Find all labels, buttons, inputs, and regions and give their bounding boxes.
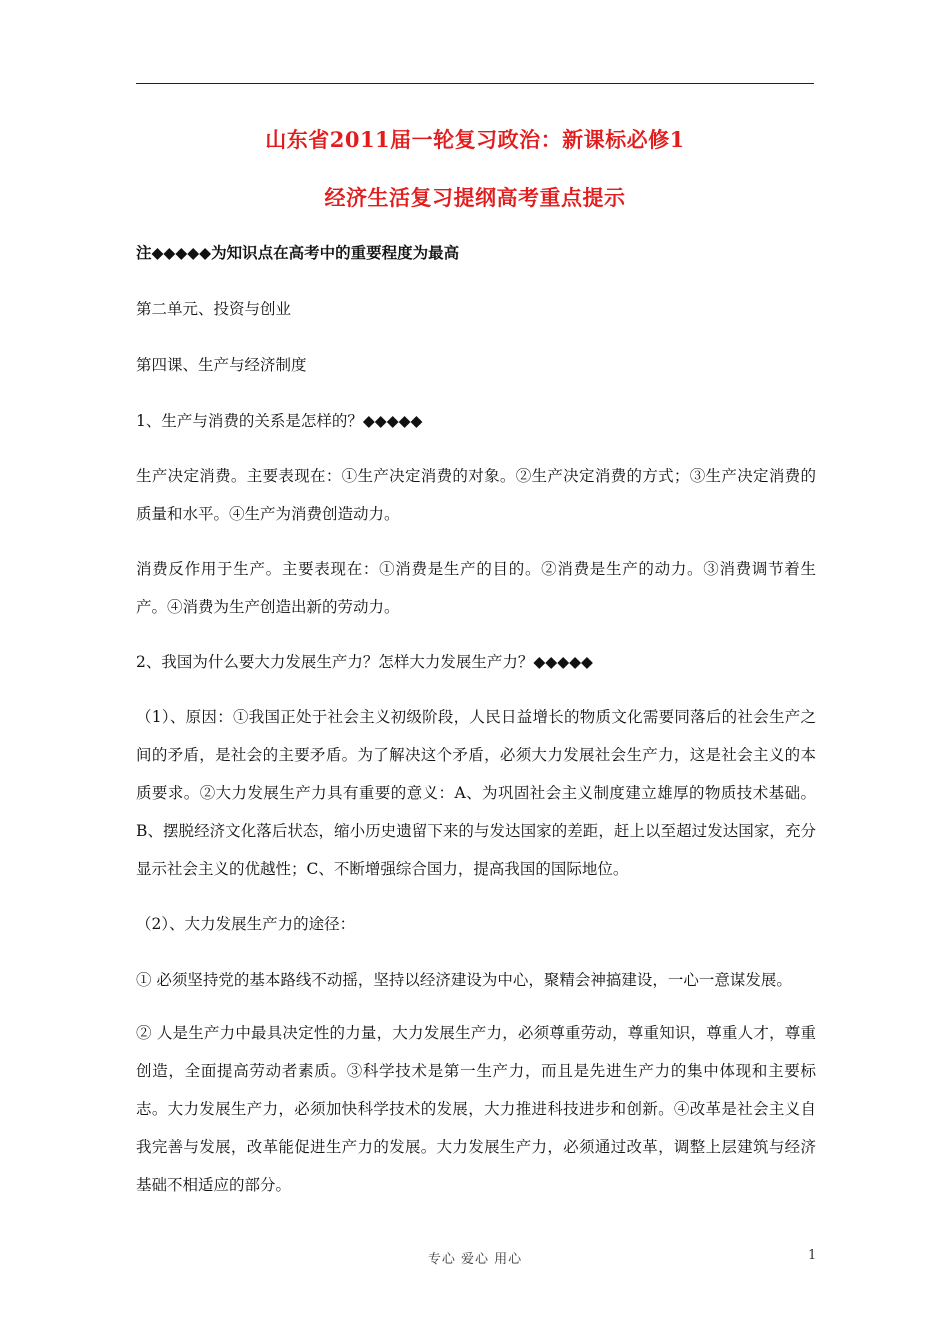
page-footer: 专心 爱心 用心 [427,1252,523,1267]
document-title-line2: 经济生活复习提纲高考重点提示 [324,185,626,210]
page-number: 1 [808,1248,817,1263]
paragraph-production-decides-consumption: 生产决定消费。主要表现在：①生产决定消费的对象。②生产决定消费的方式；③生产决定消费的质量和水平。④生产为消费创造动力。 [136,467,816,523]
paragraph-ways-heading: （2）、大力发展生产力的途径： [136,915,356,933]
importance-note: 注◆◆◆◆◆为知识点在高考中的重要程度为最高 [136,243,460,262]
paragraph-ways-2-4: ② 人是生产力中最具决定性的力量，大力发展生产力，必须尊重劳动，尊重知识，尊重人才，尊重创造，全面提高劳动者素质。③科学技术是第一生产力，而且是先进生产力的集中体现和主要标志。大力发展生产力，必须加快科学技术的发展，大力推进科技进步和创新。④改革是社会主义自我完善与发展，改革能促进生产力的发展。大力发展生产力，必须通过改革，调整上层建筑与经济基础不相适应的部分。 [136,1024,816,1194]
document-title-line1: 山东省2011届一轮复习政治：新课标必修1 [265,127,685,152]
header-rule [136,83,814,84]
unit-heading: 第二单元、投资与创业 [136,300,292,318]
question-1: 1、生产与消费的关系是怎样的？◆◆◆◆◆ [136,412,423,430]
lesson-heading: 第四课、生产与经济制度 [136,356,307,374]
question-2: 2、我国为什么要大力发展生产力？怎样大力发展生产力？◆◆◆◆◆ [136,653,593,671]
paragraph-way-1: ① 必须坚持党的基本路线不动摇，坚持以经济建设为中心，聚精会神搞建设，一心一意谋发展。 [136,971,792,989]
paragraph-consumption-reacts: 消费反作用于生产。主要表现在：①消费是生产的目的。②消费是生产的动力。③消费调节着生产。④消费为生产创造出新的劳动力。 [136,560,816,616]
paragraph-reasons: （1）、原因：①我国正处于社会主义初级阶段，人民日益增长的物质文化需要同落后的社会生产之间的矛盾，是社会的主要矛盾。为了解决这个矛盾，必须大力发展社会生产力，这是社会主义的本质要求。②大力发展生产力具有重要的意义：A、为巩固社会主义制度建立雄厚的物质技术基础。B、摆脱经济文化落后状态，缩小历史遗留下来的与发达国家的差距，赶上以至超过发达国家，充分显示社会主义的优越性；C、不断增强综合国力，提高我国的国际地位。 [136,708,816,878]
